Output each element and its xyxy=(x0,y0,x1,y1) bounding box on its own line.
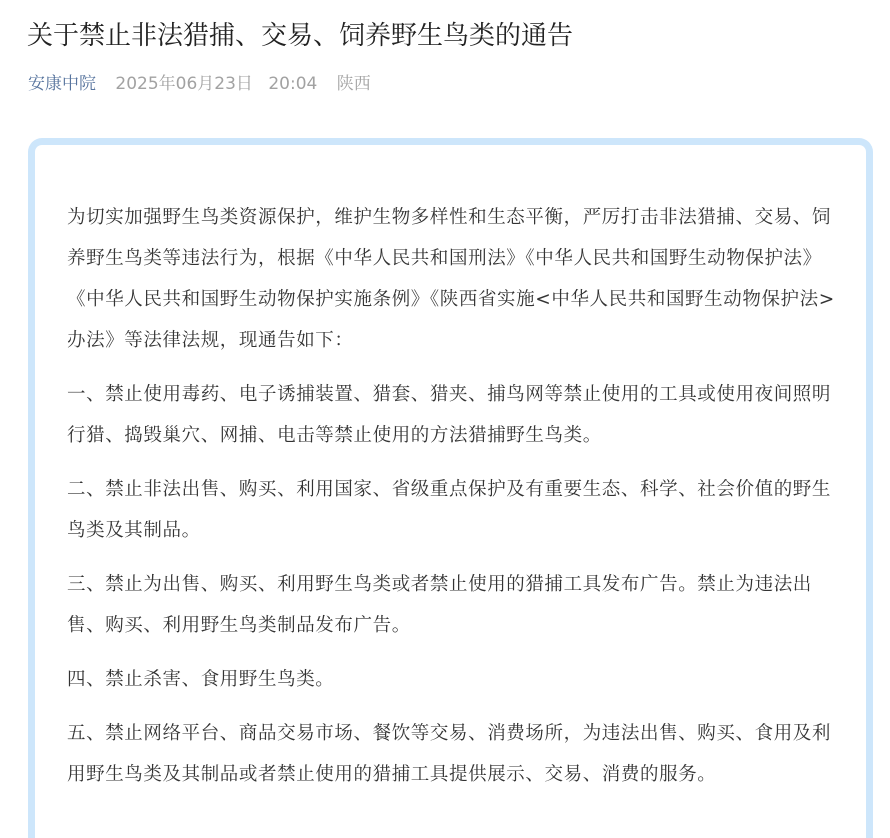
region-label: 陕西 xyxy=(336,74,371,94)
notice-item-4: 四、禁止杀害、食用野生鸟类。 xyxy=(67,669,335,690)
source-link[interactable]: 安康中院 xyxy=(28,74,96,94)
notice-item-1: 一、禁止使用毒药、电子诱捕装置、猎套、猎夹、捕鸟网等禁止使用的工具或使用夜间照明行猎、捣毁巢穴、网捕、电击等禁止使用的方法猎捕野生鸟类。 xyxy=(67,384,832,446)
notice-box xyxy=(28,138,873,838)
publish-time: 20:04 xyxy=(268,74,318,94)
notice-item-3: 三、禁止为出售、购买、利用野生鸟类或者禁止使用的猎捕工具发布广告。禁止为违法出售、购买、利用野生鸟类制品发布广告。 xyxy=(67,574,812,636)
article-meta xyxy=(28,70,371,98)
notice-body xyxy=(67,197,847,808)
publish-date: 2025年06月23日 xyxy=(115,74,253,94)
notice-intro-paragraph: 为切实加强野生鸟类资源保护，维护生物多样性和生态平衡，严厉打击非法猎捕、交易、饲养野生鸟类等违法行为，根据《中华人民共和国刑法》《中华人民共和国野生动物保护法》《中华人民共和国野生动物保护实施条例》《陕西省实施<中华人民共和国野生动物保护法>办法》等法律法规，现通告如下： xyxy=(67,207,835,351)
notice-item-5: 五、禁止网络平台、商品交易市场、餐饮等交易、消费场所，为违法出售、购买、食用及利用野生鸟类及其制品或者禁止使用的猎捕工具提供展示、交易、消费的服务。 xyxy=(67,723,832,785)
notice-item-2: 二、禁止非法出售、购买、利用国家、省级重点保护及有重要生态、科学、社会价值的野生鸟类及其制品。 xyxy=(67,479,832,541)
article-title: 关于禁止非法猎捕、交易、饲养野生鸟类的通告 xyxy=(27,21,574,51)
